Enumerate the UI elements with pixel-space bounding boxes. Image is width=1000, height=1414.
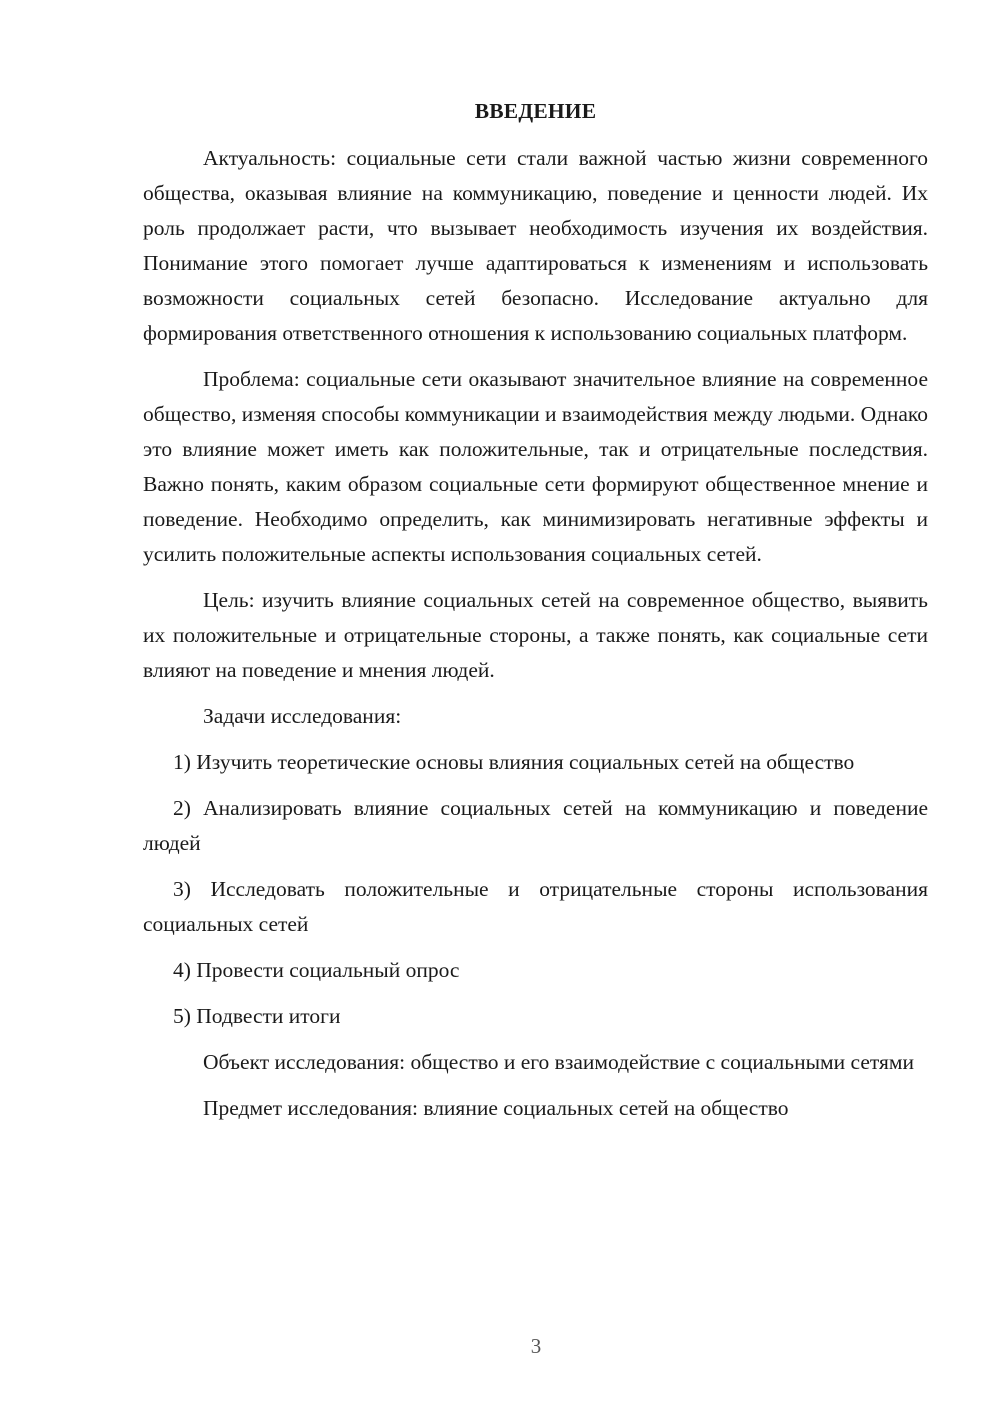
task-item-4: 4) Провести социальный опрос — [173, 958, 460, 982]
section-title: ВВЕДЕНИЕ — [474, 99, 597, 123]
paragraph-problem: Проблема: социальные сети оказывают значительное влияние на современное общество, изменяя способы коммуникации и взаимодействия между людьми. Однако это влияние может иметь как положительные, так и отрицательные последствия. Важно понять, каким образом социальные сети формируют общественное мнение и поведение. Необходимо определить, как минимизировать негативные эффекты и усилить положительные аспекты использования социальных сетей. — [143, 367, 928, 566]
paragraph-goal: Цель: изучить влияние социальных сетей на современное общество, выявить их положительные и отрицательные стороны, а также понять, как социальные сети влияют на поведение и мнения людей. — [143, 588, 928, 682]
task-item-3: 3) Исследовать положительные и отрицательные стороны использования социальных сетей — [143, 877, 928, 936]
task-item-5: 5) Подвести итоги — [173, 1004, 341, 1028]
task-item-2: 2) Анализировать влияние социальных сетей на коммуникацию и поведение людей — [143, 796, 928, 855]
paragraph-object: Объект исследования: общество и его взаимодействие с социальными сетями — [203, 1050, 914, 1074]
tasks-heading: Задачи исследования: — [203, 704, 402, 728]
document-body — [143, 94, 928, 1137]
page-number: 3 — [530, 1334, 542, 1358]
paragraph-relevance: Актуальность: социальные сети стали важной частью жизни современного общества, оказывая влияние на коммуникацию, поведение и ценности людей. Их роль продолжает расти, что вызывает необходимость изучения их воздействия. Понимание этого помогает лучше адаптироваться к изменениям и использовать возможности социальных сетей безопасно. Исследование актуально для формирования ответственного отношения к использованию социальных платформ. — [143, 146, 928, 345]
task-item-1: 1) Изучить теоретические основы влияния социальных сетей на общество — [173, 750, 855, 774]
paragraph-subject: Предмет исследования: влияние социальных сетей на общество — [203, 1096, 789, 1120]
